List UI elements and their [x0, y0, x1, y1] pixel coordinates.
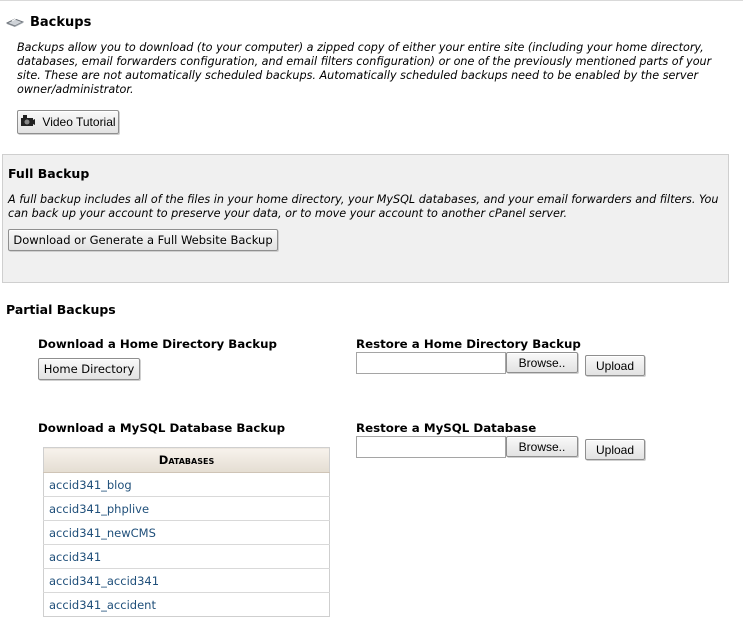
page-header	[6, 13, 91, 32]
table-row	[44, 569, 330, 593]
camera-icon	[20, 114, 36, 130]
databases-header-row	[44, 448, 330, 473]
table-row	[44, 497, 330, 521]
table-row	[44, 545, 330, 569]
mysql-restore-title: Restore a MySQL Database	[356, 421, 537, 435]
home-directory-button[interactable]: Home Directory	[38, 358, 140, 380]
home-download-title: Download a Home Directory Backup	[38, 337, 277, 351]
intro-text: Backups allow you to download (to your computer) a zipped copy of either your entire site (including your home directory, databases, email forwarders configuration, and email filters configuration) or one of the previously mentioned parts of your site. These are not automatically scheduled backups. Automatically scheduled backups need to be enabled by the server owner/administrator.	[17, 41, 712, 96]
databases-table	[43, 447, 330, 617]
partial-backups-title: Partial Backups	[6, 302, 116, 317]
mysql-download-title: Download a MySQL Database Backup	[38, 421, 286, 435]
full-backup-title: Full Backup	[8, 166, 90, 181]
home-browse-button[interactable]: Browse..	[506, 352, 578, 373]
table-row	[44, 593, 330, 617]
database-link-accident[interactable]: accid341_accident	[49, 597, 156, 612]
database-link-accid341-accid341[interactable]: accid341_accid341	[49, 573, 160, 588]
table-row	[44, 521, 330, 545]
mysql-upload-button[interactable]: Upload	[585, 439, 645, 460]
top-divider	[0, 0, 743, 1]
video-tutorial-button[interactable]	[17, 110, 119, 134]
database-link-phplive[interactable]: accid341_phplive	[49, 501, 150, 516]
page-title: Backups	[30, 15, 92, 30]
table-row	[44, 473, 330, 497]
video-tutorial-label: Video Tutorial	[42, 115, 116, 129]
home-restore-title: Restore a Home Directory Backup	[356, 337, 581, 351]
mysql-browse-button[interactable]: Browse..	[506, 436, 578, 457]
full-backup-button[interactable]: Download or Generate a Full Website Backup	[8, 229, 278, 251]
home-restore-file-input[interactable]	[356, 352, 506, 374]
database-link-accid341[interactable]: accid341	[49, 549, 102, 564]
database-link-blog[interactable]: accid341_blog	[49, 477, 132, 492]
home-upload-button[interactable]: Upload	[585, 355, 645, 376]
backups-icon	[6, 13, 24, 32]
mysql-restore-file-input[interactable]	[356, 436, 506, 458]
database-link-newcms[interactable]: accid341_newCMS	[49, 525, 156, 540]
databases-header: Databases	[44, 448, 330, 473]
full-backup-description: A full backup includes all of the files in your home directory, your MySQL databases, and your email forwarders and filters. You can back up your account to preserve your data, or to move your account to another cPanel server.	[8, 193, 719, 220]
